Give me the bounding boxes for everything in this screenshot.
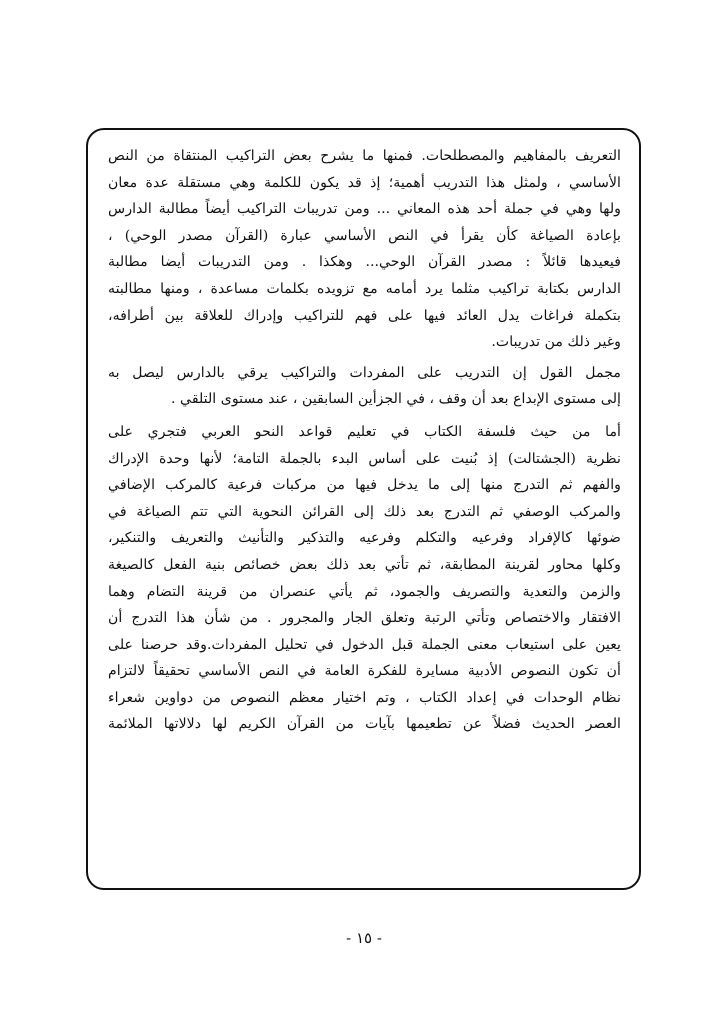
text-line: نظرية (الجشتالت) إذ بُنيت على أساس البدء بالجملة التامة؛ لأنها وحدة الإدراك [108, 450, 621, 467]
paragraph-2 [108, 360, 621, 413]
paragraph-3 [108, 419, 621, 738]
page-number: - ١٥ - [346, 929, 382, 947]
text-line: وغير ذلك من تدريبات. [491, 334, 621, 351]
text-line: ضوئها كالإفراد وفرعيه والتكلم وفرعيه والتذكير والتأنيث والتعريف والتنكير، [108, 530, 621, 547]
text-line: أما من حيث فلسفة الكتاب في تعليم قواعد النحو العربي فتجري على [108, 423, 621, 440]
text-line: أن تكون النصوص الأدبية مسايرة للفكرة العامة في النص الأساسي تحقيقاً لالتزام [108, 663, 621, 680]
paragraph-1 [108, 143, 621, 356]
text-line: الدارس بكتابة تراكيب مثلما يرد أمامه مع تزويده بكلمات مساعدة ، ومنها مطالبته [108, 280, 621, 297]
text-line: إلى مستوى الإبداع بعد أن وقف ، في الجزأين السابقين ، عند مستوى التلقي . [170, 391, 621, 408]
text-line: التعريف بالمفاهيم والمصطلحات. فمنها ما يشرح بعض التراكيب المنتقاة من النص [108, 148, 621, 164]
text-line: والفهم ثم التدرج منها إلى ما يدخل فيها من مركبات فرعية كالمركب الإضافي [108, 477, 621, 494]
page-body [108, 143, 621, 738]
text-line: الأساسي ، ولمثل هذا التدريب أهمية؛ إذ قد يكون للكلمة وهي مستقلة عدة معان [108, 174, 621, 191]
text-line: مجمل القول إن التدريب على المفردات والتراكيب يرقي بالدارس ليصل به [108, 364, 621, 381]
text-line: العصر الحديث فضلاً عن تطعيمها بآيات من القرآن الكريم لها دلالاتها الملائمة [108, 716, 621, 733]
text-line: والزمن والتعدية والتصريف والجمود، ثم يأتي عنصران من قرينة التضام وهما [108, 583, 621, 600]
text-line: الافتقار والاختصاص وتأتي الرتبة وتعلق الجار والمجرور . من شأن هذا التدرج أن [108, 610, 621, 627]
text-line: والمركب الوصفي ثم التدرج بعد ذلك إلى القرائن النحوية التي تتم الصياغة في [108, 503, 621, 520]
text-line: بتكملة فراغات يدل العائد فيها على فهم للتراكيب وإدراك للعلاقة بين أطرافه، [108, 307, 621, 324]
text-line: بإعادة الصياغة كأن يقرأ في النص الأساسي عبارة (القرآن مصدر الوحي) ، [108, 227, 621, 244]
text-line: نظام الوحدات في إعداد الكتاب ، وتم اختيار معظم النصوص من دواوين شعراء [108, 689, 621, 706]
text-line: فيعيدها قائلاً : مصدر القرآن الوحي... وهكذا . ومن التدريبات أيضا مطالبة [108, 254, 621, 271]
text-line: ولها وهي في جملة أحد هذه المعاني ... ومن تدريبات التراكيب أيضاً مطالبة الدارس [108, 201, 621, 218]
text-line: وكلها محاور لقرينة المطابقة، ثم تأتي بعد ذلك بعض خصائص بنية الفعل كالصيغة [108, 556, 621, 573]
text-line: يعين على استيعاب معنى الجملة قبل الدخول في تحليل المفردات.وقد حرصنا على [108, 636, 621, 653]
